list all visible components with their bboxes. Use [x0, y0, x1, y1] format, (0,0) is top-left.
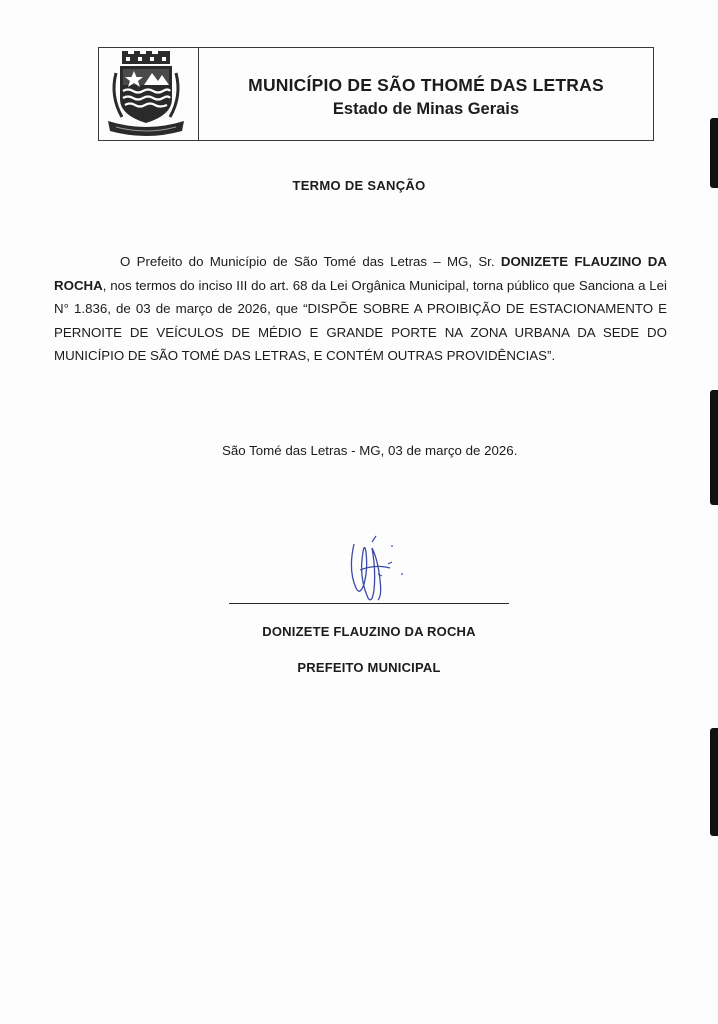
body-text-part1: O Prefeito do Município de São Tomé das Letras – MG, Sr. [120, 254, 501, 269]
handwritten-signature [342, 530, 414, 608]
state-name: Estado de Minas Gerais [332, 100, 520, 118]
scan-edge-mark [710, 390, 718, 505]
signature-line [229, 603, 509, 604]
municipal-coat-of-arms-icon [104, 51, 188, 137]
place-and-date: São Tomé das Letras - MG, 03 de março de 2026. [222, 443, 518, 458]
body-paragraph [54, 250, 667, 368]
letterhead [98, 47, 654, 141]
mayor-name: DONIZETE FLAUZINO DA ROCHA [54, 254, 667, 293]
scan-edge-mark [710, 118, 718, 188]
document-title: TERMO DE SANÇÃO [292, 178, 426, 193]
municipality-name: MUNICÍPIO DE SÃO THOMÉ DAS LETRAS [248, 75, 604, 95]
signer-name: DONIZETE FLAUZINO DA ROCHA [262, 624, 476, 639]
crest-cell [99, 48, 199, 140]
signer-role: PREFEITO MUNICIPAL [297, 660, 441, 675]
scan-edge-mark [710, 728, 718, 836]
body-text-part2: , nos termos do inciso III do art. 68 da Lei Orgânica Municipal, torna público que Sanciona a Lei N° 1.836, de 03 de março de 2026, que “DISPÕE SOBRE A PROIBIÇÃO DE ESTACIONAMENTO E PERNOITE DE VEÍCULOS DE MÉDIO E GRANDE PORTE NA ZONA URBANA DA SEDE DO MUNICÍPIO DE SÃO TOMÉ DAS LETRAS, E CONTÉM OUTRAS PROVIDÊNCIAS”. [54, 277, 667, 364]
